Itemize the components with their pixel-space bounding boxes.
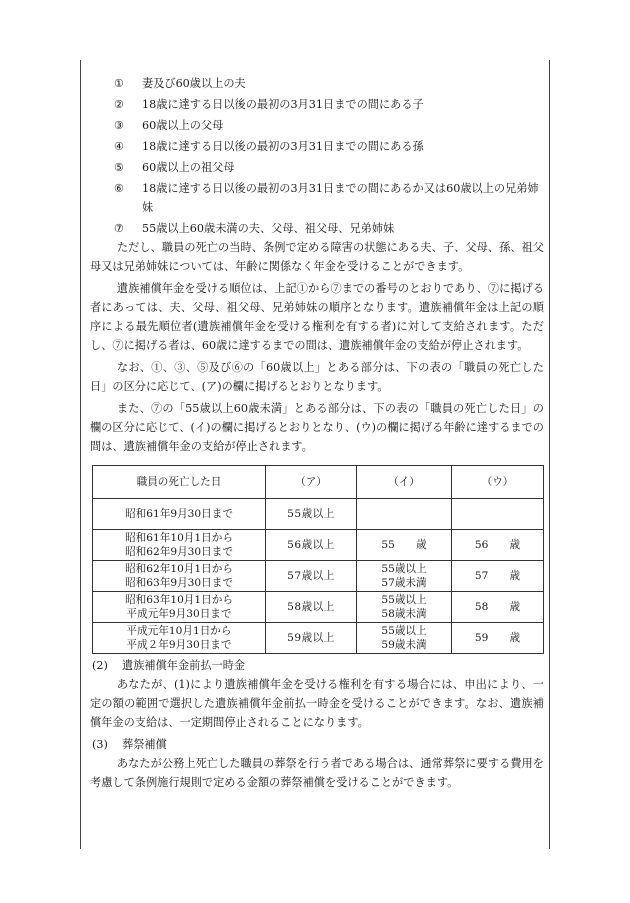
section-heading: [86, 735, 544, 754]
item-text: 55歳以上60歳未満の夫、父母、祖父母、兄弟姉妹: [142, 222, 395, 235]
page-frame-right-rule: [549, 60, 550, 849]
list-item: [86, 179, 544, 217]
table-cell-i: [357, 592, 452, 623]
paragraph-age-55-note: また、⑦の「55歳以上60歳未満」とある部分は、下の表の「職員の死亡した日」の欄の区分に応じて、(イ)の欄に掲げるとおりとなり、(ウ)の欄に掲げる年齢に達するまでの間は、遺族補償年金の支給が停止されます。: [90, 402, 544, 453]
paragraph-disability-exception: ただし、職員の死亡の当時、条例で定める障害の状態にある夫、子、父母、孫、祖父母又は兄弟姉妹については、年齢に関係なく年金を受けることができます。: [90, 241, 544, 273]
date-line: 昭和63年10月1日から: [125, 594, 233, 606]
table-header-row: [93, 466, 544, 499]
paragraph-priority-order: 遺族補償年金を受ける順位は、上記①から⑦までの番号のとおりであり、⑦に掲げる者にあっては、夫、父母、祖父母、兄弟姉妹の順序となります。遺族補償年金は上記の順序による最先順位者(遺族補償年金を受ける権利を有する者)に対して支給されます。ただし、⑦に掲げる者は、60歳に達するまでの間は、遺族補償年金の支給が停止されます。: [90, 282, 544, 352]
table-cell-a: 57歳以上: [266, 561, 357, 592]
table-cell-u: 58 歳: [452, 592, 544, 623]
table-header: （ア）: [266, 466, 357, 499]
age-line: 55歳以上: [381, 563, 427, 575]
list-item: [86, 158, 544, 177]
item-number: ①: [114, 77, 125, 90]
age-line: 55歳以上: [381, 594, 427, 606]
item-number: ③: [114, 119, 125, 132]
section-body: あなたが公務上死亡した職員の葬祭を行う者である場合は、通常葬祭に要する費用を考慮して条例施行規則で定める金額の葬祭補償を受けることができます。: [90, 757, 544, 789]
table-cell-i: 55 歳: [357, 530, 452, 561]
item-number: ⑥: [114, 182, 125, 195]
section-title: 遺族補償年金前払一時金: [122, 659, 246, 672]
table-cell-u: [452, 499, 544, 530]
list-item: [86, 219, 544, 238]
table-header: 職員の死亡した日: [93, 466, 266, 499]
table-cell-date: [93, 623, 266, 654]
table-cell-i: [357, 623, 452, 654]
table-cell-date: [93, 499, 266, 530]
table-cell-a: 59歳以上: [266, 623, 357, 654]
age-line: 57歳未満: [381, 577, 427, 589]
document-body: [86, 74, 544, 792]
date-line: 平成２年9月30日まで: [126, 639, 232, 651]
table-header: （イ）: [357, 466, 452, 499]
paragraph-age-60-note: なお、①、③、⑤及び⑥の「60歳以上」とある部分は、下の表の「職員の死亡した日」の区分に応じて、(ア)の欄に掲げるとおりとなります。: [90, 361, 544, 393]
table-cell-u: 56 歳: [452, 530, 544, 561]
age-line: 55歳以上: [381, 625, 427, 637]
date-line: 昭和63年9月30日まで: [125, 577, 233, 589]
section-title: 葬祭補償: [122, 738, 167, 751]
table-row: [93, 499, 544, 530]
age-table: [92, 465, 544, 654]
age-line: 58歳未満: [381, 608, 427, 620]
list-item: [86, 137, 544, 156]
section-number: (2): [92, 659, 108, 672]
table-cell-u: 57 歳: [452, 561, 544, 592]
item-text: 18歳に達する日以後の最初の3月31日までの間にある孫: [142, 140, 424, 153]
table-row: [93, 530, 544, 561]
date-line: 昭和62年9月30日まで: [125, 546, 233, 558]
age-line: 59歳未満: [381, 639, 427, 651]
table-row: [93, 592, 544, 623]
section-body: あなたが、(1)により遺族補償年金を受ける権利を有する場合には、申出により、一定の額の範囲で選択した遺族補償年金前払一時金を受けることができます。なお、遺族補償年金の支給は、一定期間停止されることになります。: [90, 678, 544, 729]
table-cell-a: 55歳以上: [266, 499, 357, 530]
table-cell-u: 59 歳: [452, 623, 544, 654]
date-line: 昭和61年9月30日まで: [125, 508, 233, 520]
item-text: 18歳に達する日以後の最初の3月31日までの間にあるか又は60歳以上の兄弟姉妹: [142, 182, 539, 214]
table-cell-i: [357, 561, 452, 592]
page-frame-left-rule: [80, 60, 81, 849]
item-text: 妻及び60歳以上の夫: [142, 77, 246, 90]
table-cell-a: 58歳以上: [266, 592, 357, 623]
list-item: [86, 95, 544, 114]
date-line: 昭和61年10月1日から: [125, 532, 233, 544]
section-heading: [86, 656, 544, 675]
item-text: 60歳以上の父母: [142, 119, 224, 132]
table-header: （ウ）: [452, 466, 544, 499]
list-item: [86, 116, 544, 135]
item-number: ⑤: [114, 161, 125, 174]
table-cell-date: [93, 592, 266, 623]
list-item: [86, 74, 544, 93]
table-cell-date: [93, 561, 266, 592]
date-line: 平成元年10月1日から: [126, 625, 232, 637]
item-text: 60歳以上の祖父母: [142, 161, 235, 174]
item-number: ④: [114, 140, 125, 153]
item-number: ⑦: [114, 222, 125, 235]
section-number: (3): [92, 738, 108, 751]
item-text: 18歳に達する日以後の最初の3月31日までの間にある子: [142, 98, 424, 111]
date-line: 平成元年9月30日まで: [126, 608, 232, 620]
table-row: [93, 623, 544, 654]
date-line: 昭和62年10月1日から: [125, 563, 233, 575]
table-row: [93, 561, 544, 592]
table-cell-date: [93, 530, 266, 561]
item-number: ②: [114, 98, 125, 111]
table-cell-a: 56歳以上: [266, 530, 357, 561]
table-cell-i: [357, 499, 452, 530]
